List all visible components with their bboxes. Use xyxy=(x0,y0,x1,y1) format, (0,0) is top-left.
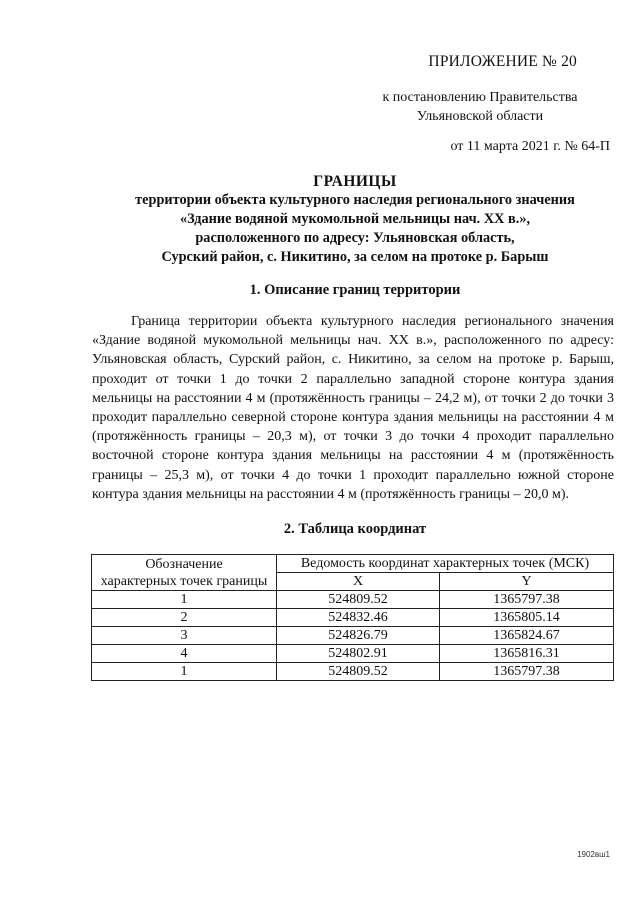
cell-point: 2 xyxy=(92,609,277,627)
section-2-title: 2. Таблица координат xyxy=(283,521,427,537)
cell-point: 3 xyxy=(92,627,277,645)
heading-line-3: расположенного по адресу: Ульяновская область, xyxy=(195,230,515,246)
cell-point: 1 xyxy=(92,663,277,681)
decree-line-1: к постановлению Правительства xyxy=(382,90,578,105)
section-1-title: 1. Описание границ территории xyxy=(249,282,461,298)
cell-point: 1 xyxy=(92,591,277,609)
cell-x: 524802.91 xyxy=(277,645,440,663)
table-row xyxy=(92,627,614,645)
cell-y: 1365824.67 xyxy=(440,627,614,645)
header-y: Y xyxy=(440,573,614,591)
header-point-line-1: Обозначение xyxy=(145,556,223,572)
table-row xyxy=(92,591,614,609)
table-row xyxy=(92,645,614,663)
header-coordinates: Ведомость координат характерных точек (МСК) xyxy=(277,555,614,573)
heading-line-4: Сурский район, с. Никитино, за селом на протоке р. Барыш xyxy=(161,249,549,265)
boundary-description: Граница территории объекта культурного наследия регионального значения «Здание водяной мукомольной мельницы нач. XX в.», расположенного по адресу: Ульяновская область, Сурский район, с. Никитино, за селом на протоке р. Барыш, проходит от точки 1 до точки 2 параллельно западной стороне контура здания мельницы на расстоянии 4 м (протяжённость границы – 24,2 м), от точки 2 до точки 3 проходит параллельно северной стороне контура здания мельницы на расстоянии 4 м (протяжённость границы – 20,3 м), от точки 3 до точки 4 проходит параллельно восточной стороне контура здания мельницы на расстоянии 4 м (протяжённость границы – 25,3 м), от точки 4 до точки 1 проходит параллельно южной стороне контура здания мельницы на расстоянии 4 м (протяжённость границы – 20,0 м). xyxy=(92,314,614,502)
cell-x: 524809.52 xyxy=(277,663,440,681)
decree-date: от 11 марта 2021 г. № 64-П xyxy=(450,139,610,154)
footer-code: 1902вш1 xyxy=(577,850,610,859)
cell-y: 1365805.14 xyxy=(440,609,614,627)
table-header-row xyxy=(92,555,614,573)
cell-y: 1365797.38 xyxy=(440,591,614,609)
coordinates-table xyxy=(91,554,614,681)
heading-line-2: «Здание водяной мукомольной мельницы нач. XX в.», xyxy=(179,211,531,227)
table-row xyxy=(92,663,614,681)
heading-main: ГРАНИЦЫ xyxy=(313,173,397,190)
decree-line-2: Ульяновской области xyxy=(416,109,544,124)
cell-x: 524826.79 xyxy=(277,627,440,645)
cell-x: 524809.52 xyxy=(277,591,440,609)
header-point-line-2: характерных точек границы xyxy=(100,573,268,589)
heading-line-1: территории объекта культурного наследия регионального значения xyxy=(135,192,575,208)
cell-x: 524832.46 xyxy=(277,609,440,627)
table-row xyxy=(92,609,614,627)
header-x: X xyxy=(277,573,440,591)
header-point-designation xyxy=(92,555,277,591)
document-heading xyxy=(80,172,630,267)
cell-point: 4 xyxy=(92,645,277,663)
decree-reference xyxy=(350,88,610,126)
cell-y: 1365797.38 xyxy=(440,663,614,681)
cell-y: 1365816.31 xyxy=(440,645,614,663)
appendix-title: ПРИЛОЖЕНИЕ № 20 xyxy=(428,53,577,70)
